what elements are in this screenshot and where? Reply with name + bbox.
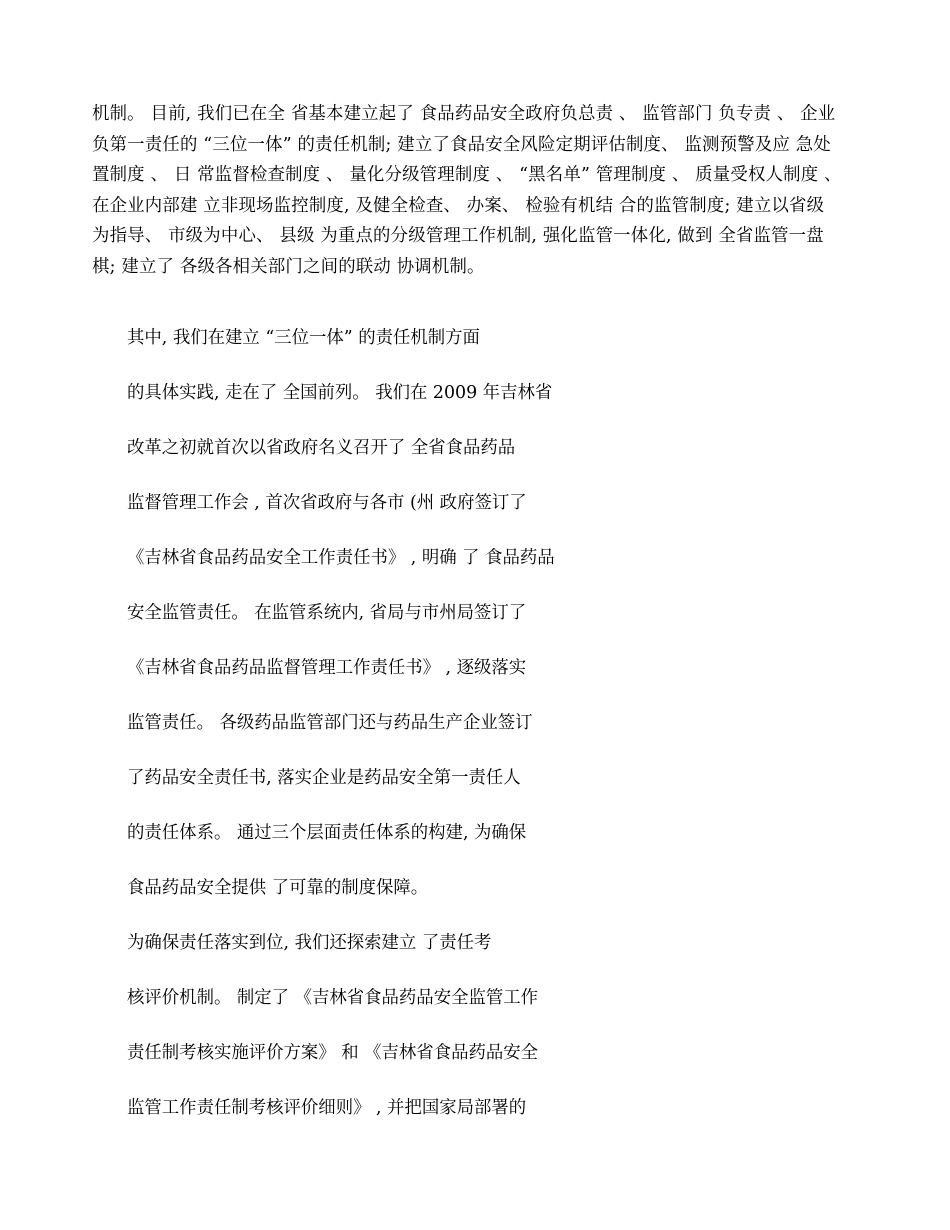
paragraph-line: 负第一责任的 “三位一体” 的责任机制; 建立了食品安全风险定期评估制度、 监测预警及应 急处: [92, 134, 831, 155]
paragraph-line: 为指导、 市级为中心、 县级 为重点的分级管理工作机制, 强化监管一体化, 做到 全省监管一盘: [92, 226, 824, 246]
column-line: 食品药品安全提供 了可靠的制度保障。: [127, 878, 429, 898]
column-line: 的具体实践, 走在了 全国前列。 我们在 2009 年吉林省: [127, 383, 553, 403]
column-line: 监管工作责任制考核评价细则》 , 并把国家局部署的: [127, 1098, 527, 1118]
column-line: 安全监管责任。 在监管系统内, 省局与市州局签订了: [127, 603, 527, 623]
column-line: 责任制考核实施评价方案》 和 《吉林省食品药品安全: [127, 1043, 539, 1063]
column-line: 《吉林省食品药品监督管理工作责任书》 , 逐级落实: [127, 658, 527, 678]
paragraph-line: 棋; 建立了 各级各相关部门之间的联动 协调机制。: [92, 256, 485, 277]
paragraph-line: 机制。 目前, 我们已在全 省基本建立起了 食品药品安全政府负总责 、 监管部门 负专责 、 企业: [92, 104, 836, 124]
column-line: 《吉林省食品药品安全工作责任书》 , 明确 了 食品药品: [127, 548, 555, 568]
column-line: 核评价机制。 制定了 《吉林省食品药品安全监管工作: [127, 988, 539, 1008]
column-line: 监管责任。 各级药品监管部门还与药品生产企业签订: [127, 713, 533, 733]
column-line: 为确保责任落实到位, 我们还探索建立 了责任考: [127, 933, 492, 953]
column-line: 其中, 我们在建立 “三位一体” 的责任机制方面: [127, 328, 480, 348]
column-line: 了药品安全责任书, 落实企业是药品安全第一责任人: [127, 768, 521, 788]
paragraph-1: [92, 99, 862, 282]
column-line: 监督管理工作会 , 首次省政府与各市 (州 政府签订了: [127, 493, 527, 513]
column-line: 的责任体系。 通过三个层面责任体系的构建, 为确保: [127, 823, 527, 843]
paragraph-line: 置制度 、 日 常监督检查制度 、 量化分级管理制度 、 “黑名单” 管理制度 、 质量受权人制度 、: [92, 165, 842, 185]
paragraph-line: 在企业内部建 立非现场监控制度, 及健全检查、 办案、 检验有机结 合的监管制度; 建立以省级: [92, 195, 825, 216]
column-line: 改革之初就首次以省政府名义召开了 全省食品药品: [127, 438, 516, 458]
